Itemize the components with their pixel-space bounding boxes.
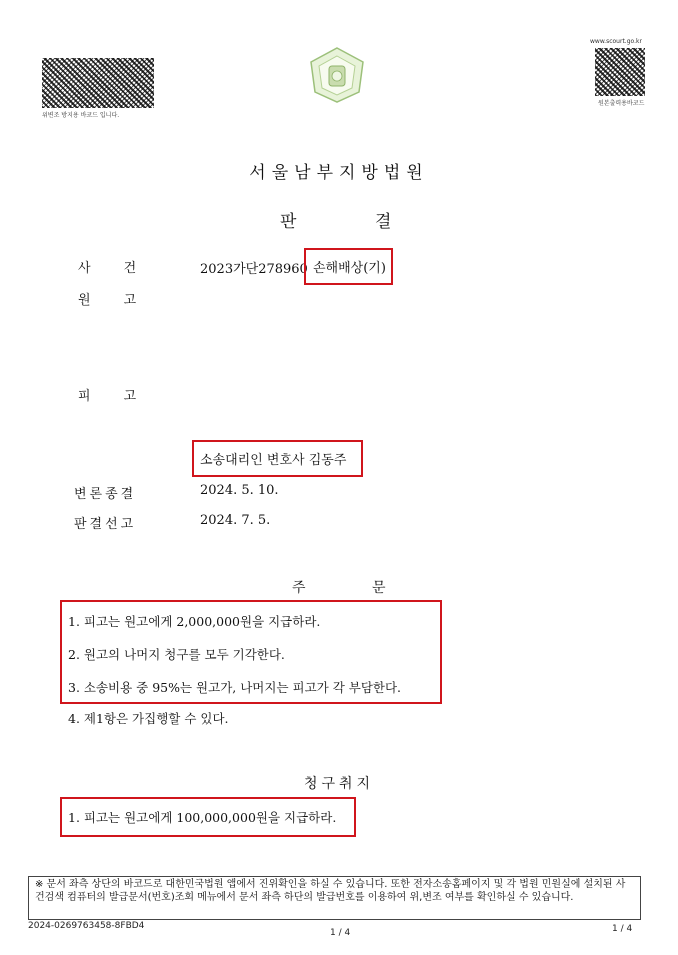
- case-label: 사 건: [78, 261, 137, 276]
- left-barcode-caption: 위변조 방지용 바코드 입니다.: [42, 112, 120, 119]
- case-number: 2023가단278960: [200, 262, 308, 277]
- main-order-item-1: 1. 피고는 원고에게 2,000,000원을 지급하라.: [68, 614, 321, 629]
- verification-notice-text: ※ 문서 좌측 상단의 바코드로 대한민국법원 앱에서 진위확인을 하실 수 있습니다. 또한 전자소송홈페이지 및 각 법원 민원실에 설치된 사건검색 컴퓨터의 발급문서(번호)조회 메뉴에서 문서 좌측 하단의 발급번호를 이용하여 위,변조 여부를 확인하실 수 있습니다.: [35, 879, 626, 903]
- defendant-label: 피 고: [78, 389, 137, 404]
- court-name: 서울남부지방법원: [249, 163, 429, 183]
- claim-item: 1. 피고는 원고에게 100,000,000원을 지급하라.: [68, 810, 337, 825]
- document-title-part-1: 판: [280, 212, 297, 232]
- page-number-right: 1 / 4: [612, 924, 633, 934]
- right-url: www.scourt.go.kr: [590, 38, 642, 45]
- plaintiff-label: 원 고: [78, 293, 137, 308]
- verification-notice: [28, 876, 641, 920]
- main-order-item-4: 4. 제1항은 가집행할 수 있다.: [68, 711, 229, 726]
- claim-title: 청구취지: [303, 776, 375, 792]
- judgment-date: 2024. 7. 5.: [200, 513, 271, 528]
- authentication-barcode: [42, 58, 154, 108]
- case-type: 손해배상(기): [313, 261, 386, 276]
- document-title-part-2: 결: [375, 212, 392, 232]
- main-order-item-3: 3. 소송비용 중 95%는 원고가, 나머지는 피고가 각 부담한다.: [68, 680, 402, 695]
- page-number-center: 1 / 4: [330, 928, 351, 938]
- counsel: 소송대리인 변호사 김동주: [200, 453, 347, 468]
- judgment-label: 판결선고: [74, 517, 137, 532]
- issue-number: 2024-0269763458-8FBD4: [28, 921, 145, 931]
- main-order-title-part-1: 주: [292, 580, 306, 596]
- main-order-item-2: 2. 원고의 나머지 청구를 모두 기각한다.: [68, 647, 285, 662]
- hearing-end-label: 변론종결: [74, 487, 137, 502]
- hearing-end-date: 2024. 5. 10.: [200, 483, 279, 498]
- original-print-barcode: [595, 48, 645, 96]
- right-barcode-caption: 원본출력용바코드: [598, 100, 645, 107]
- main-order-title-part-2: 문: [372, 580, 386, 596]
- court-emblem-icon: [305, 44, 369, 106]
